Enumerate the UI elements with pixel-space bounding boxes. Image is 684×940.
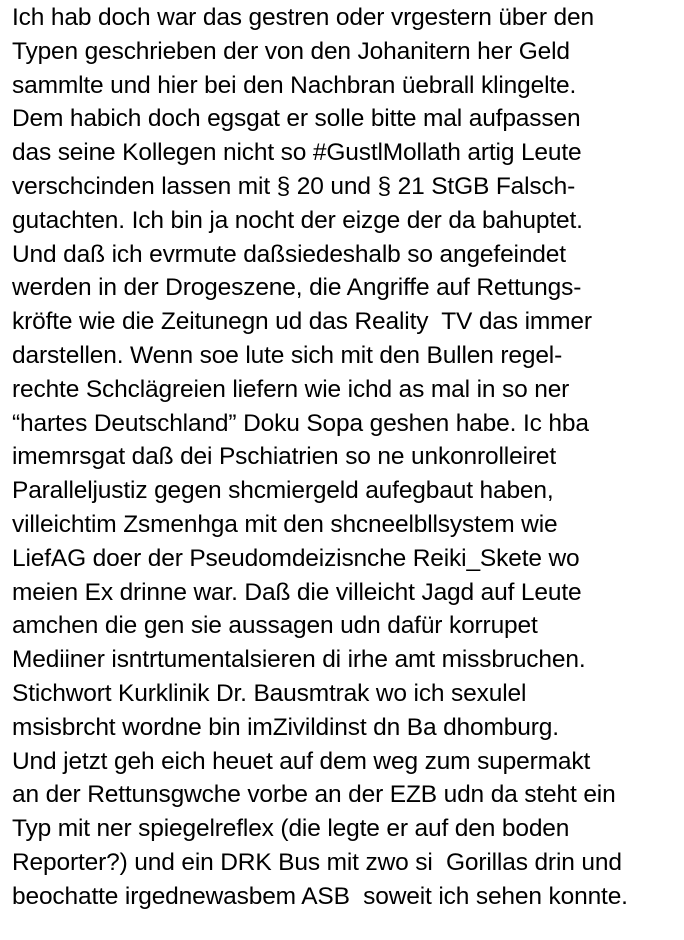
text-line-13: “hartes Deutschland” Doku Sopa geshen habe. Ic hba <box>12 409 589 437</box>
text-line-4: Dem habich doch egsgat er solle bitte mal aufpassen <box>12 105 581 133</box>
text-line-21: Stichwort Kurklinik Dr. Bausmtrak wo ich sexulel <box>12 679 527 707</box>
text-line-14: imemrsgat daß dei Pschiatrien so ne unkonrolleiret <box>12 443 557 471</box>
text-line-2: Typen geschrieben der von den Johanitern her Geld <box>12 37 570 65</box>
text-line-24: an der Rettunsgwche vorbe an der EZB udn da steht ein <box>12 781 616 809</box>
text-line-1: Ich hab doch war das gestren oder vrgestern über den <box>12 4 594 31</box>
text-line-3: sammlte und hier bei den Nachbran üebrall klingelte. <box>12 71 577 99</box>
text-line-11: darstellen. Wenn soe lute sich mit den Bullen regel- <box>12 341 563 369</box>
document-page <box>12 0 680 940</box>
text-line-27: beochatte irgednewasbem ASB soweit ich sehen konnte. <box>12 882 628 910</box>
text-line-19: amchen die gen sie aussagen udn dafür korrupet <box>12 612 538 640</box>
text-line-15: Paralleljustiz gegen shcmiergeld aufegbaut haben, <box>12 477 554 505</box>
text-line-17: LiefAG doer der Pseudomdeizisnche Reiki_Skete wo <box>12 544 580 572</box>
text-line-12: rechte Schclägreien liefern wie ichd as mal in so ner <box>12 375 570 403</box>
text-line-10: kröfte wie die Zeitunegn ud das Reality TV das immer <box>12 308 592 336</box>
text-line-7: gutachten. Ich bin ja nocht der eizge der da bahuptet. <box>12 206 583 234</box>
text-line-16: villeichtim Zsmenhga mit den shcneelbllsystem wie <box>12 510 558 538</box>
text-line-25: Typ mit ner spiegelreflex (die legte er auf den boden <box>12 815 570 843</box>
text-line-20: Mediiner isntrtumentalsieren di irhe amt missbruchen. <box>12 646 586 674</box>
text-line-9: werden in der Drogeszene, die Angriffe auf Rettungs- <box>12 274 582 302</box>
text-line-8: Und daß ich evrmute daßsiedeshalb so angefeindet <box>12 240 566 268</box>
text-line-26: Reporter?) und ein DRK Bus mit zwo si Gorillas drin und <box>12 848 622 876</box>
text-line-23: Und jetzt geh eich heuet auf dem weg zum supermakt <box>12 747 591 775</box>
text-line-5: das seine Kollegen nicht so #GustlMollath artig Leute <box>12 139 582 167</box>
text-line-22: msisbrcht wordne bin imZivildinst dn Ba dhomburg. <box>12 713 559 741</box>
text-line-18: meien Ex drinne war. Daß die villeicht Jagd auf Leute <box>12 578 582 606</box>
text-line-6: verschcinden lassen mit § 20 und § 21 StGB Falsch- <box>12 172 576 200</box>
